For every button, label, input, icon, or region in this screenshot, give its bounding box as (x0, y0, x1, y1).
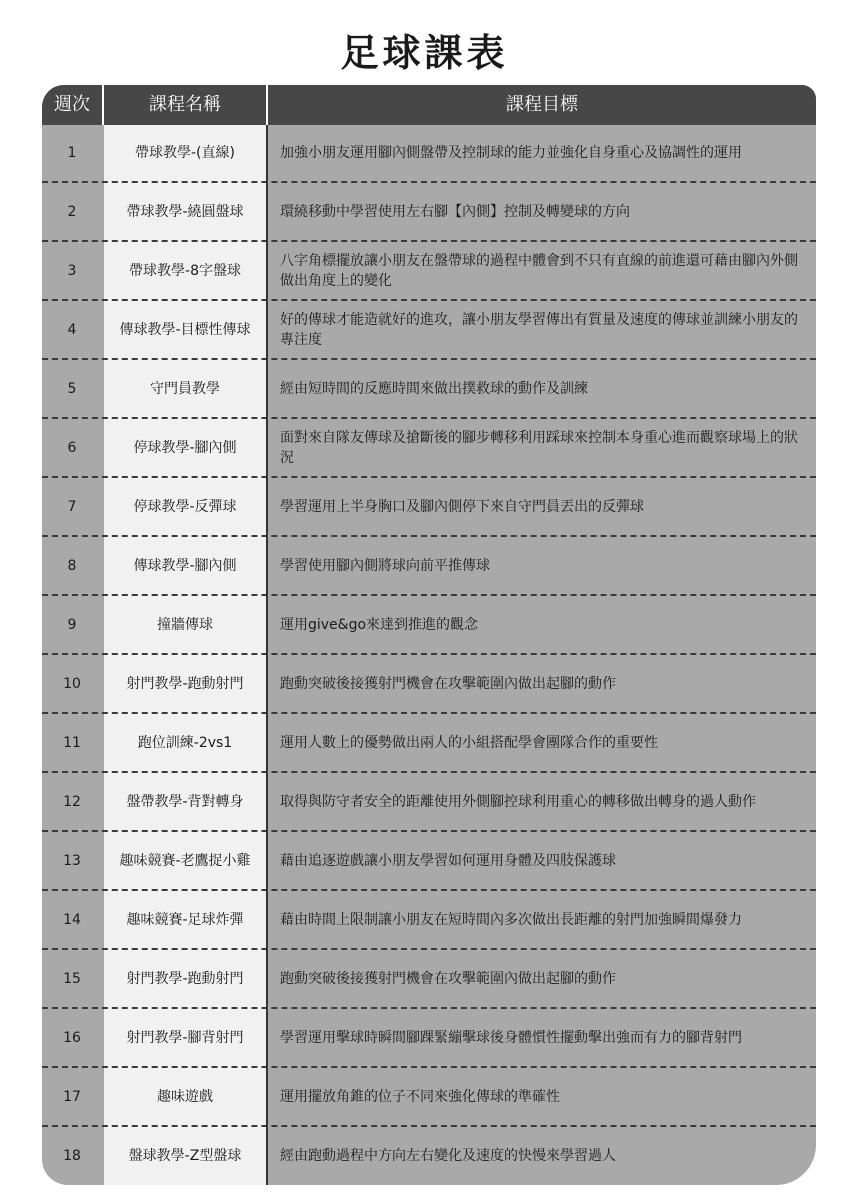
course-name-cell: 跑位訓練-2vs1 (137, 735, 233, 751)
course-name-cell: 盤帶教學-背對轉身 (126, 794, 244, 810)
table-row (42, 951, 816, 1009)
course-name-cell: 帶球教學-繞圓盤球 (126, 204, 244, 220)
course-name-cell: 傳球教學-腳內側 (133, 558, 237, 574)
week-cell: 8 (67, 558, 77, 574)
course-goal-cell: 學習運用上半身胸口及腳內側停下來自守門員丟出的反彈球 (280, 499, 644, 515)
course-goal-cell: 經由短時間的反應時間來做出撲救球的動作及訓練 (280, 381, 588, 397)
course-name-cell: 停球教學-反彈球 (133, 499, 237, 515)
week-cell: 6 (67, 440, 77, 456)
course-name-cell: 盤球教學-Z型盤球 (128, 1148, 242, 1164)
table-row (42, 184, 816, 242)
table-row (42, 1010, 816, 1068)
week-cell: 1 (67, 145, 77, 161)
table-row (42, 420, 816, 478)
header-week: 週次 (42, 85, 104, 125)
course-name-cell: 趣味遊戲 (157, 1089, 213, 1105)
week-cell: 7 (67, 499, 77, 515)
course-goal-cell: 藉由時間上限制讓小朋友在短時間內多次做出長距離的射門加強瞬間爆發力 (280, 912, 742, 928)
table-row (42, 774, 816, 832)
course-goal-cell: 運用give&go來達到推進的觀念 (280, 617, 479, 633)
course-goal-cell: 藉由追逐遊戲讓小朋友學習如何運用身體及四肢保護球 (280, 853, 616, 869)
course-goal-cell: 面對來自隊友傳球及搶斷後的腳步轉移利用踩球來控制本身重心進而觀察球場上的狀況 (280, 430, 798, 466)
week-cell: 3 (67, 263, 77, 279)
table-row (42, 1069, 816, 1127)
table-row (42, 892, 816, 950)
table-row (42, 656, 816, 714)
course-goal-cell: 學習使用腳內側將球向前平推傳球 (280, 558, 490, 574)
course-goal-cell: 加強小朋友運用腳內側盤帶及控制球的能力並強化自身重心及協調性的運用 (280, 145, 742, 161)
week-cell: 9 (67, 617, 77, 633)
course-goal-cell: 跑動突破後接獲射門機會在攻擊範圍內做出起腳的動作 (280, 676, 616, 692)
week-cell: 18 (63, 1148, 81, 1164)
course-name-cell: 帶球教學-8字盤球 (129, 263, 241, 279)
course-name-cell: 射門教學-腳背射門 (126, 1030, 244, 1046)
table-row (42, 243, 816, 301)
course-goal-cell: 學習運用擊球時瞬間腳踝緊繃擊球後身體慣性擺動擊出強而有力的腳背射門 (280, 1030, 742, 1046)
course-name-cell: 射門教學-跑動射門 (126, 676, 244, 692)
table-row (42, 302, 816, 360)
table-row (42, 597, 816, 655)
week-cell: 2 (67, 204, 77, 220)
week-cell: 15 (63, 971, 81, 987)
course-name-cell: 停球教學-腳內側 (133, 440, 237, 456)
course-name-cell: 趣味競賽-老鷹捉小雞 (119, 853, 251, 869)
week-cell: 11 (63, 735, 81, 751)
course-goal-cell: 環繞移動中學習使用左右腳【內側】控制及轉變球的方向 (280, 204, 630, 220)
table-row (42, 833, 816, 891)
table-row (42, 361, 816, 419)
week-cell: 16 (63, 1030, 81, 1046)
table-row (42, 538, 816, 596)
course-goal-cell: 八字角標擺放讓小朋友在盤帶球的過程中體會到不只有直線的前進還可藉由腳內外側做出角度上的變化 (280, 253, 798, 289)
course-table (42, 85, 816, 1185)
course-goal-cell: 經由跑動過程中方向左右變化及速度的快慢來學習過人 (280, 1148, 616, 1164)
week-cell: 17 (63, 1089, 81, 1105)
course-goal-cell: 運用擺放角錐的位子不同來強化傳球的準確性 (280, 1089, 560, 1105)
week-cell: 5 (67, 381, 77, 397)
course-goal-cell: 取得與防守者安全的距離使用外側腳控球利用重心的轉移做出轉身的過人動作 (280, 794, 756, 810)
course-name-cell: 趣味競賽-足球炸彈 (126, 912, 244, 928)
week-cell: 12 (63, 794, 81, 810)
table-row (42, 715, 816, 773)
course-goal-cell: 跑動突破後接獲射門機會在攻擊範圍內做出起腳的動作 (280, 971, 616, 987)
course-name-cell: 傳球教學-目標性傳球 (119, 322, 251, 338)
course-name-cell: 守門員教學 (150, 381, 220, 397)
course-name-cell: 撞牆傳球 (157, 617, 213, 633)
table-row (42, 1128, 816, 1185)
table-row (42, 479, 816, 537)
page-title: 足球課表 (340, 31, 509, 75)
week-cell: 4 (67, 322, 77, 338)
header-course-name: 課程名稱 (104, 85, 268, 125)
header-course-goal: 課程目標 (506, 94, 578, 115)
course-name-cell: 帶球教學-(直線) (135, 145, 235, 161)
week-cell: 10 (63, 676, 81, 692)
week-cell: 13 (63, 853, 81, 869)
table-row (42, 125, 816, 183)
course-goal-cell: 運用人數上的優勢做出兩人的小組搭配學會團隊合作的重要性 (280, 735, 658, 751)
week-cell: 14 (63, 912, 81, 928)
course-name-cell: 射門教學-跑動射門 (126, 971, 244, 987)
table-header (42, 85, 816, 125)
course-goal-cell: 好的傳球才能造就好的進攻，讓小朋友學習傳出有質量及速度的傳球並訓練小朋友的專注度 (280, 312, 798, 348)
